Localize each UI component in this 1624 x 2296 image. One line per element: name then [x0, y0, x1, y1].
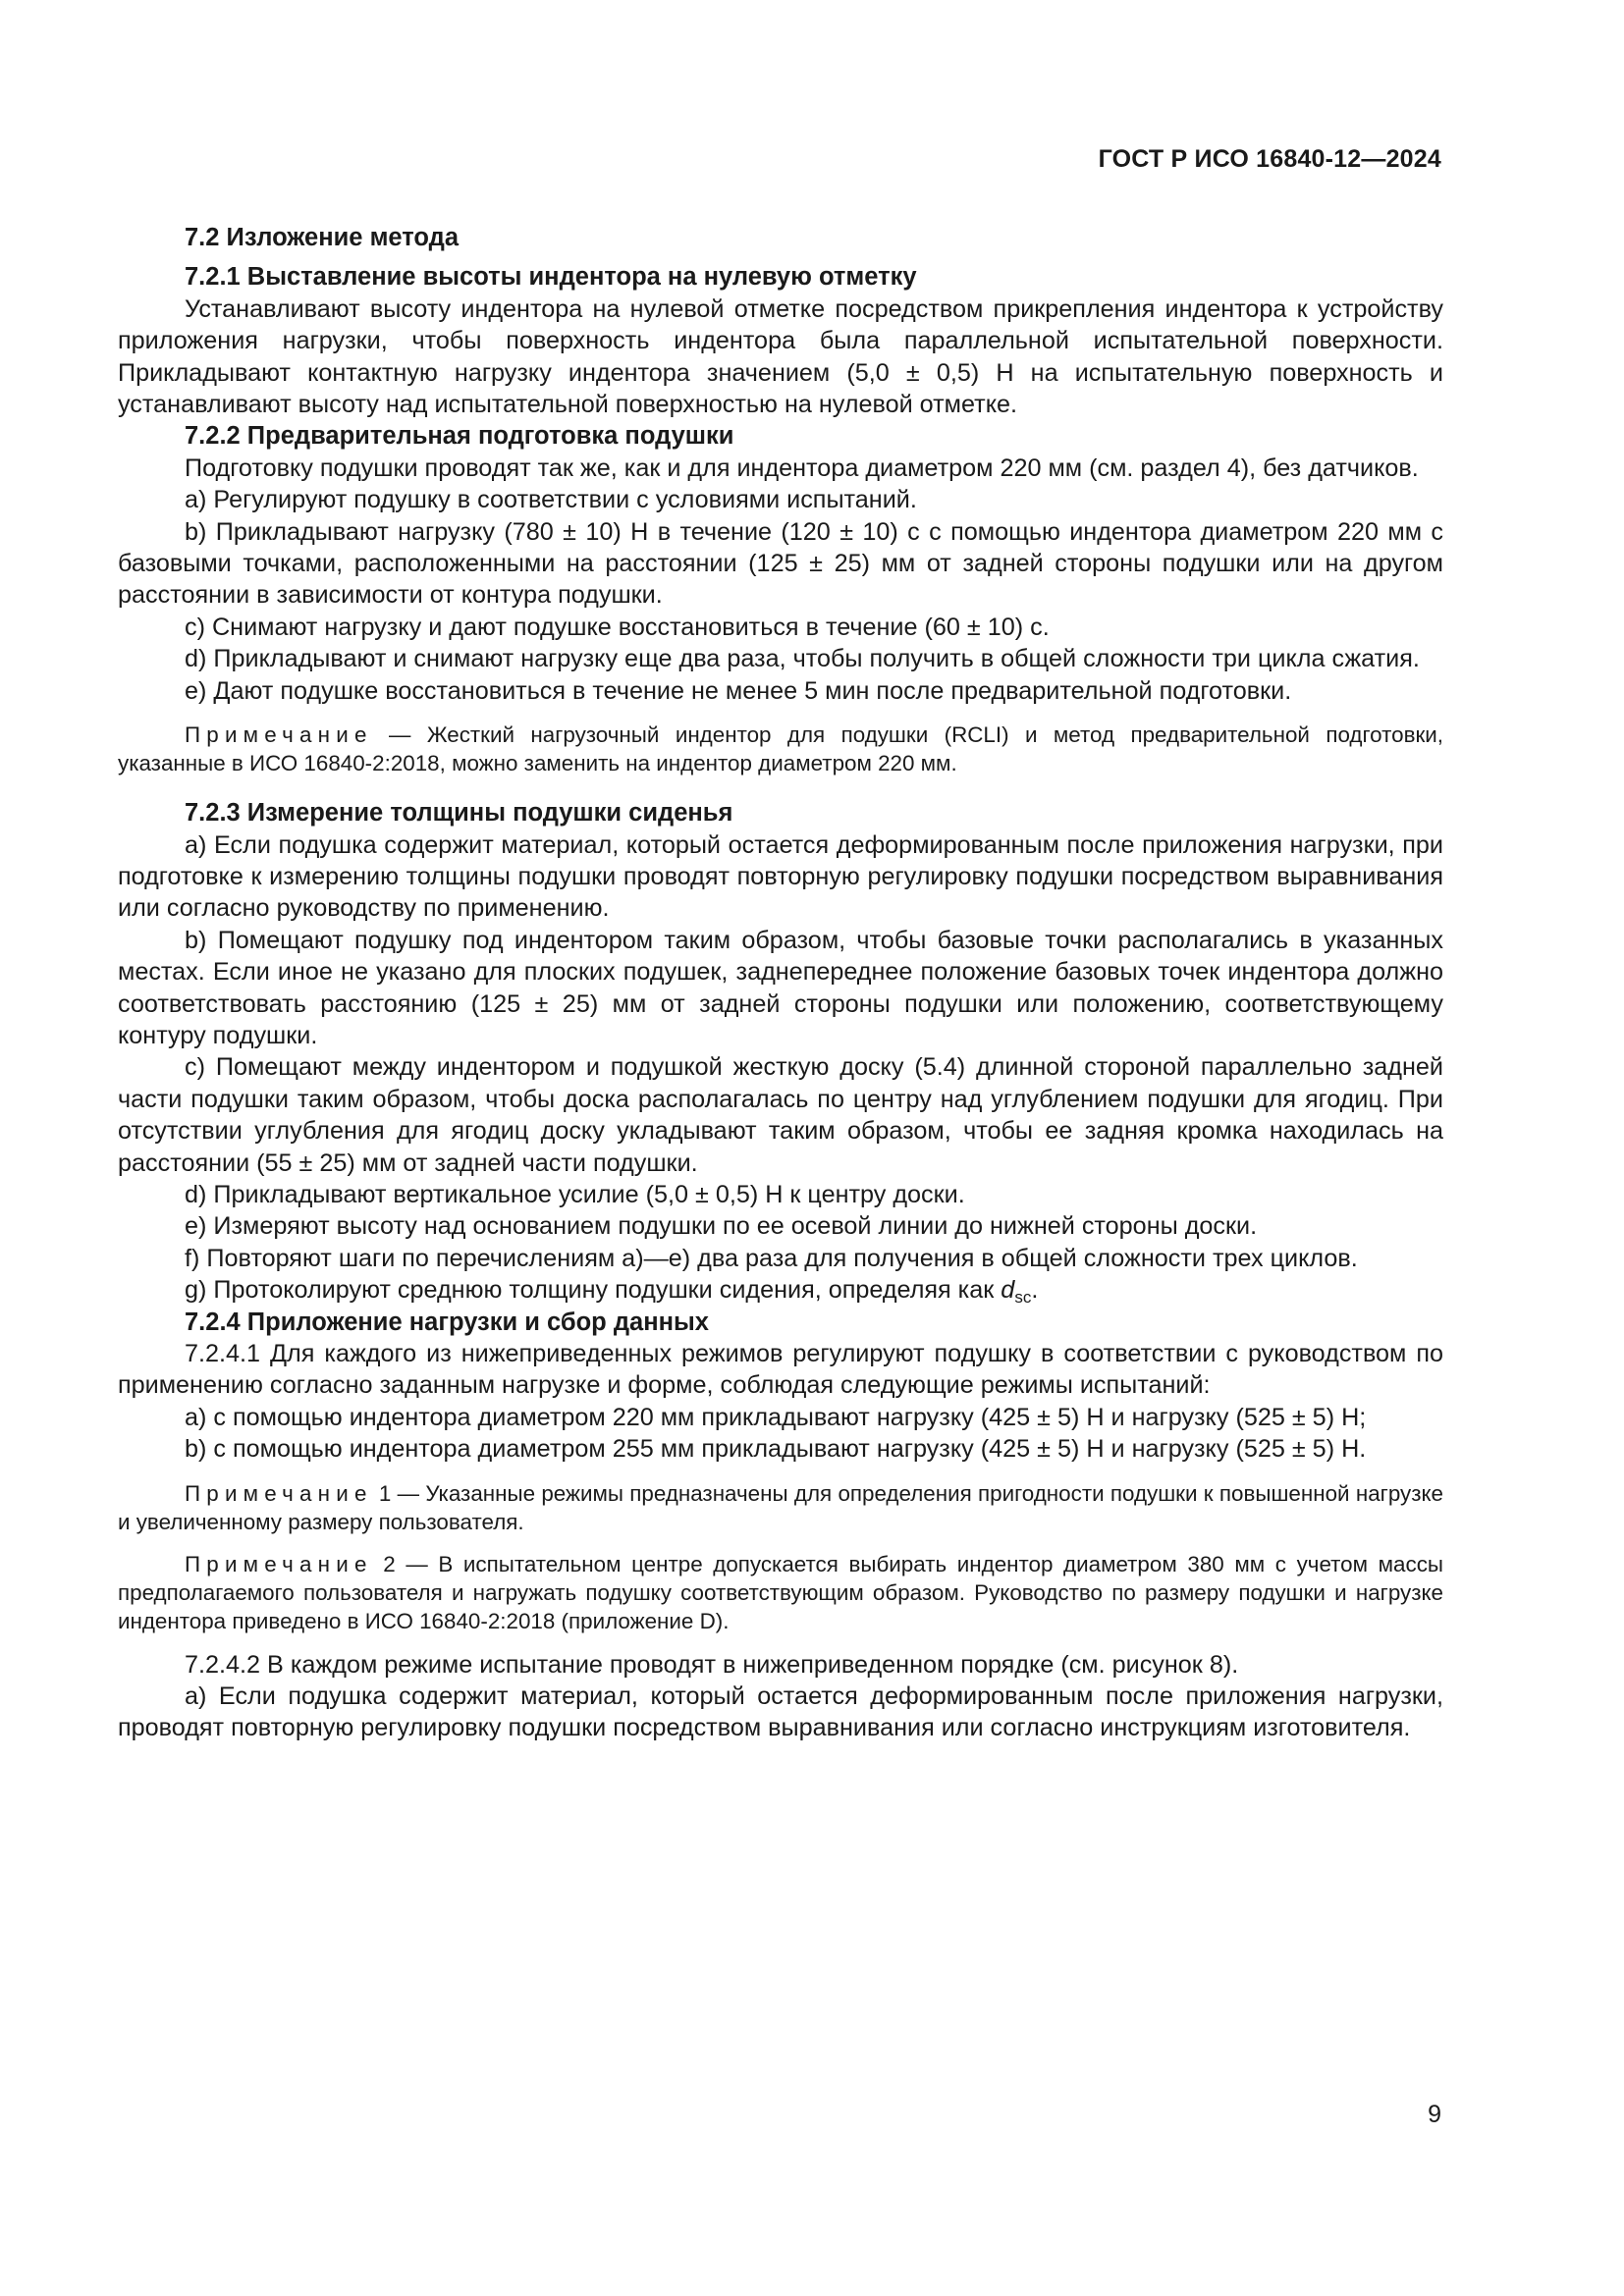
page-number: 9	[1428, 2101, 1441, 2128]
g-prefix: g) Протоколируют среднюю толщину подушки сидения, определяя как	[185, 1276, 1001, 1305]
list-item-7-2-2-c: c) Снимают нагрузку и дают подушке восстановиться в течение (60 ± 10) с.	[185, 613, 1050, 641]
note-text: 1 — Указанные режимы предназначены для определения пригодности подушки к повышенной нагрузке и увеличенному размеру пользователя.	[118, 1480, 1443, 1534]
note-label: Примечание	[185, 1480, 373, 1506]
thickness-subscript: sc	[1014, 1288, 1032, 1308]
paragraph-7-2-2: Подготовку подушки проводят так же, как и для индентора диаметром 220 мм (см. раздел 4), без датчиков.	[185, 454, 1419, 482]
g-suffix: .	[1031, 1276, 1039, 1305]
list-item-7-2-3-d: d) Прикладывают вертикальное усилие (5,0 ± 0,5) Н к центру доски.	[185, 1180, 965, 1208]
list-item-7-2-3-c: c) Помещают между индентором и подушкой жесткую доску (5.4) длинной стороной параллельно задней части подушки таким образом, чтобы доска располагалась по центру над углублением подушки для ягодиц. При отсутствии углубления для ягодиц доску укладывают таким образом, чтобы ее задняя кромка находилась на расстоянии (55 ± 25) мм от задней части подушки.	[118, 1053, 1443, 1177]
list-item-7-2-3-b: b) Помещают подушку под индентором таким образом, чтобы базовые точки располагались в указанных местах. Если иное не указано для плоских подушек, заднепереднее положение базовых точек индентора должно соответствовать расстоянию (125 ± 25) мм от задней стороны подушки или положению, соответствующему контуру подушки.	[118, 926, 1443, 1049]
document-body	[118, 222, 1443, 1744]
subsection-title-7-2-3: 7.2.3 Измерение толщины подушки сиденья	[185, 799, 733, 828]
paragraph-7-2-4-2: 7.2.4.2 В каждом режиме испытание проводят в нижеприведенном порядке (см. рисунок 8).	[185, 1650, 1239, 1679]
note-label: Примечание	[185, 722, 373, 748]
list-item-7-2-3-f: f) Повторяют шаги по перечислениям a)—e) два раза для получения в общей сложности трех циклов.	[185, 1244, 1358, 1272]
subsection-title-7-2-1: 7.2.1 Выставление высоты индентора на нулевую отметку	[185, 263, 917, 292]
list-item-7-2-4-a: a) с помощью индентора диаметром 220 мм прикладывают нагрузку (425 ± 5) Н и нагрузку (525 ± 5) Н;	[185, 1403, 1367, 1431]
list-item-7-2-3-g	[118, 1274, 1443, 1306]
list-item-7-2-2-b: b) Прикладывают нагрузку (780 ± 10) Н в течение (120 ± 10) с с помощью индентора диаметром 220 мм с базовыми точками, расположенными на расстоянии (125 ± 25) мм от задней стороны подушки или на другом расстоянии в зависимости от контура подушки.	[118, 517, 1443, 610]
note-text: 2 — В испытательном центре допускается выбирать индентор диаметром 380 мм с учетом массы предполагаемого пользователя и нагружать подушку соответствующим образом. Руководство по размеру подушки и нагрузке индентора приведено в ИСО 16840-2:2018 (приложение D).	[118, 1551, 1443, 1633]
note-7-2-2	[118, 721, 1443, 777]
subsection-title-7-2-4: 7.2.4 Приложение нагрузки и сбор данных	[185, 1308, 709, 1336]
list-item-7-2-4-b: b) с помощью индентора диаметром 255 мм прикладывают нагрузку (425 ± 5) Н и нагрузку (525 ± 5) Н.	[185, 1435, 1367, 1464]
thickness-variable: d	[1001, 1276, 1015, 1305]
note-1-7-2-4	[118, 1479, 1443, 1536]
note-label: Примечание	[185, 1551, 373, 1576]
subsection-title-7-2-2: 7.2.2 Предварительная подготовка подушки	[185, 422, 734, 451]
note-2-7-2-4	[118, 1550, 1443, 1635]
list-item-7-2-3-a: a) Если подушка содержит материал, который остается деформированным после приложения нагрузки, при подготовке к измерению толщины подушки проводят повторную регулировку подушки посредством выравнивания или согласно руководству по применению.	[118, 830, 1443, 923]
list-item-7-2-2-a: a) Регулируют подушку в соответствии с условиями испытаний.	[185, 486, 917, 514]
list-item-7-2-2-e: e) Дают подушке восстановиться в течение не менее 5 мин после предварительной подготовки.	[185, 676, 1292, 705]
note-text: — Жесткий нагрузочный индентор для подушки (RCLI) и метод предварительной подготовки, указанные в ИСО 16840-2:2018, можно заменить на индентор диаметром 220 мм.	[118, 722, 1443, 776]
list-item-7-2-4-2-a: a) Если подушка содержит материал, который остается деформированным после приложения нагрузки, проводят повторную регулировку подушки посредством выравнивания или согласно инструкциям изготовителя.	[118, 1682, 1443, 1742]
list-item-7-2-2-d: d) Прикладывают и снимают нагрузку еще два раза, чтобы получить в общей сложности три цикла сжатия.	[185, 645, 1420, 673]
section-title-7-2: 7.2 Изложение метода	[185, 224, 460, 251]
paragraph-7-2-4-1: 7.2.4.1 Для каждого из нижеприведенных режимов регулируют подушку в соответствии с руководством по применению согласно заданным нагрузке и форме, соблюдая следующие режимы испытаний:	[118, 1340, 1443, 1400]
paragraph-7-2-1: Устанавливают высоту индентора на нулевой отметке посредством прикрепления индентора к устройству приложения нагрузки, чтобы поверхность индентора была параллельной испытательной поверхности. Прикладывают контактную нагрузку индентора значением (5,0 ± 0,5) Н на испытательную поверхность и устанавливают высоту над испытательной поверхностью на нулевой отметке.	[118, 294, 1443, 419]
list-item-7-2-3-e: e) Измеряют высоту над основанием подушки по ее осевой линии до нижней стороны доски.	[185, 1212, 1258, 1241]
document-header-id: ГОСТ Р ИСО 16840-12—2024	[1098, 145, 1441, 173]
